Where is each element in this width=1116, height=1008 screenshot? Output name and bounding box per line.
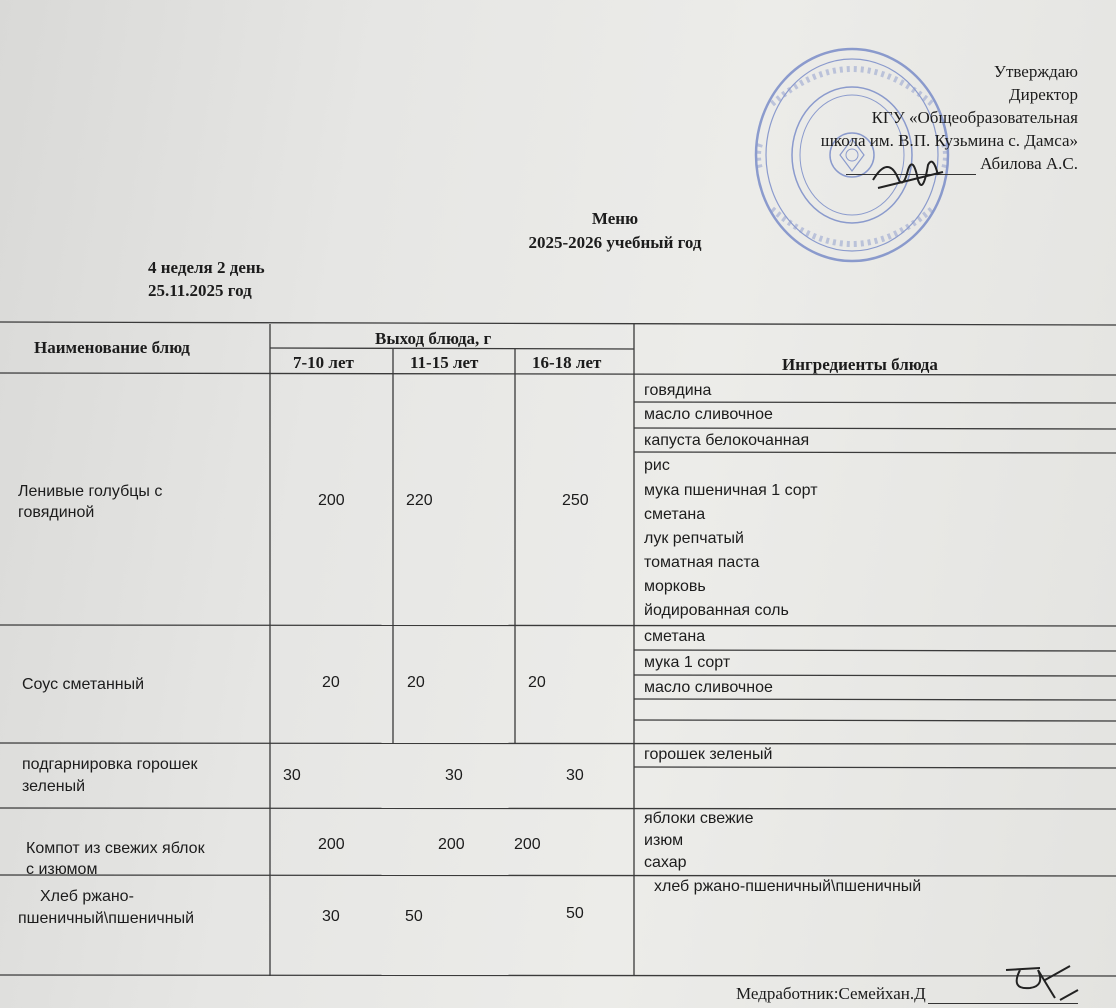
ingredient: морковь <box>644 578 706 595</box>
ingredient: капуста белокочанная <box>644 432 810 449</box>
ingredient: горошек зеленый <box>644 746 773 763</box>
portion-value: 220 <box>406 492 433 509</box>
portion-value: 50 <box>405 908 423 925</box>
ingredient: йодированная соль <box>644 602 789 619</box>
portion-value: 250 <box>562 492 589 509</box>
portion-value: 30 <box>566 767 584 784</box>
ingredient: говядина <box>644 382 712 399</box>
dish-name: Компот из свежих яблок <box>26 840 205 857</box>
page-subtitle: 2025-2026 учебный год <box>528 233 702 252</box>
dish-name: Ленивые голубцы с <box>18 483 163 500</box>
header-dish-name: Наименование блюд <box>34 338 190 357</box>
portion-value: 200 <box>438 836 465 853</box>
ingredient: хлеб ржано-пшеничный\пшеничный <box>654 878 922 895</box>
portion-value: 50 <box>566 905 584 922</box>
portion-value: 200 <box>318 836 345 853</box>
portion-value: 20 <box>528 674 546 691</box>
ingredient: сметана <box>644 628 706 645</box>
approval-line-4: школа им. В.П. Кузьмина с. Дамса» <box>820 131 1078 150</box>
header-age-7-10: 7-10 лет <box>293 353 354 372</box>
medic-signature-icon <box>1000 960 1080 1006</box>
ingredient: мука 1 сорт <box>644 654 731 671</box>
portion-value: 200 <box>318 492 345 509</box>
ingredient: мука пшеничная 1 сорт <box>644 482 818 499</box>
approval-line-1: Утверждаю <box>993 62 1078 81</box>
dish-name: пшеничный\пшеничный <box>18 910 195 927</box>
dish-name: Хлеб ржано- <box>40 888 134 905</box>
dish-name: подгарнировка горошек <box>22 756 198 773</box>
portion-value: 30 <box>322 908 340 925</box>
dish-name: с изюмом <box>26 861 98 878</box>
ingredient: сахар <box>644 854 687 871</box>
ingredient: яблоки свежие <box>644 810 754 827</box>
ingredient: изюм <box>644 832 684 849</box>
dish-name: говядиной <box>18 504 95 521</box>
ingredient: рис <box>644 457 670 474</box>
header-age-16-18: 16-18 лет <box>532 353 602 372</box>
portion-value: 30 <box>445 767 463 784</box>
portion-value: 20 <box>407 674 425 691</box>
portion-value: 30 <box>283 767 301 784</box>
dish-name: зеленый <box>22 778 86 795</box>
menu-date: 25.11.2025 год <box>148 281 252 300</box>
header-output: Выход блюда, г <box>375 329 492 348</box>
header-ingredients: Ингредиенты блюда <box>782 355 938 374</box>
ingredient: томатная паста <box>644 554 760 571</box>
ingredient: лук репчатый <box>644 530 744 547</box>
page-title: Меню <box>591 209 639 228</box>
approval-line-5: Абилова А.С. <box>980 154 1078 173</box>
header-age-11-15: 11-15 лет <box>410 353 479 372</box>
medic-name: Медработник:Семейхан.Д <box>736 984 926 1003</box>
week-day: 4 неделя 2 день <box>148 258 265 277</box>
dish-name: Соус сметанный <box>22 676 145 693</box>
portion-value: 20 <box>322 674 340 691</box>
ingredient: сметана <box>644 506 706 523</box>
approval-line-2: Директор <box>1009 85 1078 104</box>
approval-line-3: КГУ «Общеобразовательная <box>871 108 1078 127</box>
ingredient: масло сливочное <box>644 679 773 696</box>
ingredient: масло сливочное <box>644 406 773 423</box>
portion-value: 200 <box>514 836 541 853</box>
